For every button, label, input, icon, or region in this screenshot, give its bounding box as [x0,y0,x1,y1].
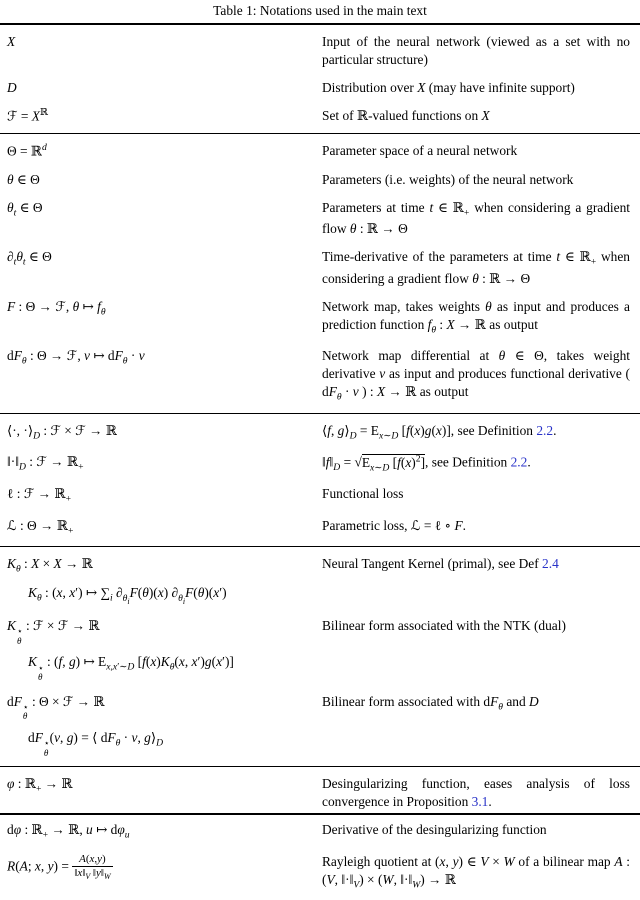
description-cell: Input of the neural network (viewed as a set with no particular structure) [322,33,630,67]
ref-link[interactable]: 2.2 [510,454,528,470]
table-section [0,767,640,900]
description-cell: Parameters (i.e. weights) of the neural network [322,171,574,187]
description-cell: Distribution over X (may have infinite support) [322,79,575,95]
description-cell: Parametric loss, ℒ = ℓ ∘ F. [322,517,466,533]
notation-cell: F : Θ → ℱ, θ ↦ $f_\theta$ [7,298,106,318]
notation-cell: $‖\cdot‖_D$ : ℱ → ℝ$_+$ [7,454,84,473]
table-row [0,243,640,293]
notation-cell: ⟨·, $\cdot⟩_D$ : ℱ × ℱ → ℝ [7,422,117,442]
notation-subline: $K_\theta$ : (x, x′) ↦ $\sum_i$ $\partial_{\theta_i}F(\theta)(x)$ $\partial_{\theta_i}F(\theta)(x')$ [28,585,227,606]
table-row [0,342,640,409]
notation-cell: ℒ : Θ → ℝ$_+$ [7,517,74,537]
ref-link[interactable]: 2.2 [536,422,554,438]
table-row [0,770,640,816]
table-row [0,816,640,848]
notation-cell: φ : ℝ$_+$ → ℝ [7,776,73,795]
table-section [0,134,640,412]
notation-cell: dφ : ℝ$_+$ → ℝ, u ↦ $d\varphi_u$ [7,822,130,841]
description-cell: Derivative of the desingularizing function [322,822,547,838]
notation-table [0,25,640,900]
description-cell: Functional loss [322,486,404,502]
table-section [0,547,640,766]
table-bottom-rule [0,813,640,815]
notation-cell: X [7,33,16,49]
table-row [0,448,640,480]
table-row [0,28,640,74]
notation-cell: $K_\theta$ : X × X → ℝ $K_\theta$ : (x, x′) ↦ $\sum_i$ $\partial_{\theta_i}F(\theta)(x)$ $\partial_{\theta_i}F(\theta)(x')$ [0,555,322,607]
table-caption: Table 1: Notations used in the main text [213,3,427,18]
description-cell: Bilinear form associated with the NTK (dual) [322,618,566,634]
notation-cell: $\theta_t$ ∈ Θ [7,199,43,219]
notation-cell: Θ = ℝ$^d$ [7,142,47,159]
table-row [0,550,640,612]
table-row [0,848,640,898]
description-cell: Bilinear form associated with $dF_\theta$ and D [322,693,539,713]
description-cell: Rayleigh quotient at (x, y) ∈ V × W of a bilinear map A : (V, $‖\cdot‖_V) \times (W$, $‖\cdot‖_W$) → ℝ [322,853,630,891]
table-row [0,480,640,512]
notation-cell: D [7,79,17,95]
description-cell: Set of ℝ-valued functions on X [322,107,490,123]
table-row [0,194,640,244]
description-cell: $‖f‖_D = √E_{x\sim D}$ $[f(x)^2]$, see Definition 2.2. [322,453,531,474]
description-cell: Network map differential at θ ∈ Θ, takes weight derivative ν as input and produces functional derivative ( $dF_\theta \cdot \nu$ ) : X → ℝ as output [322,348,630,403]
table-section [0,414,640,547]
description-cell: Neural Tangent Kernel (primal), see Def 2.4 [322,556,559,572]
description-cell: Parameters at time t ∈ ℝ$_+$ when considering a gradient flow θ : ℝ → Θ [322,199,630,237]
notation-cell: ℱ = $X^ℝ$ [7,106,48,124]
table-row [0,688,640,763]
notation-subline: K ⋆ θ : (f, g) ↦ $E_{x,x'\sim D}$ [$f(x)K_\theta(x$, x′)g(x′)] [28,654,234,683]
description-cell: Parameter space of a neural network [322,143,518,159]
ref-link[interactable]: 3.1 [471,794,489,810]
description-cell: ⟨f, $g⟩_D = E_{x\sim D}$ [f(x)g(x)], see Definition 2.2. [322,422,557,442]
notation-subline: dF ⋆ θ (ν, g) = ⟨ $dF_\theta \cdot \nu$, $g⟩_D$ [28,729,164,758]
notation-cell: R(A; x, y) = $\frac{A(x,y)}{‖x‖_V ‖y‖_W}$ [7,852,111,881]
table-row [0,137,640,165]
notation-cell: $\partial_t\theta_t$ ∈ Θ [7,249,52,268]
table-row [0,512,640,544]
table-section [0,25,640,133]
notation-cell: θ ∈ Θ [7,171,40,187]
table-row [0,166,640,194]
ref-link[interactable]: 2.4 [542,556,559,572]
description-cell: Network map, takes weights θ as input and produces a prediction function $f_\theta$ : X → ℝ as output [322,298,630,336]
notation-cell: ℓ : ℱ → ℝ$_+$ [7,486,72,505]
description-cell: Desingularizing function, eases analysis of loss convergence in Proposition 3.1. [322,776,630,810]
table-row [0,102,640,130]
table-row [0,74,640,102]
table-row [0,612,640,687]
table-row [0,293,640,343]
notation-cell: $dF_\theta$ : Θ → ℱ, ν ↦ $dF_\theta \cdot \nu$ [7,348,145,367]
table-row [0,417,640,449]
notation-cell: dF ⋆ θ : Θ × ℱ → ℝ dF ⋆ θ (ν, g) = ⟨ $dF_\theta \cdot \nu$, $g⟩_D$ [0,693,322,758]
notation-cell: K ⋆ θ : ℱ × ℱ → ℝ K ⋆ θ : (f, g) ↦ $E_{x,x'\sim D}$ [$f(x)K_\theta(x$, x′)g(x′)] [0,617,322,682]
description-cell: Time-derivative of the parameters at time t ∈ ℝ$_+$ when considering a gradient flow θ : ℝ → Θ [322,249,630,286]
